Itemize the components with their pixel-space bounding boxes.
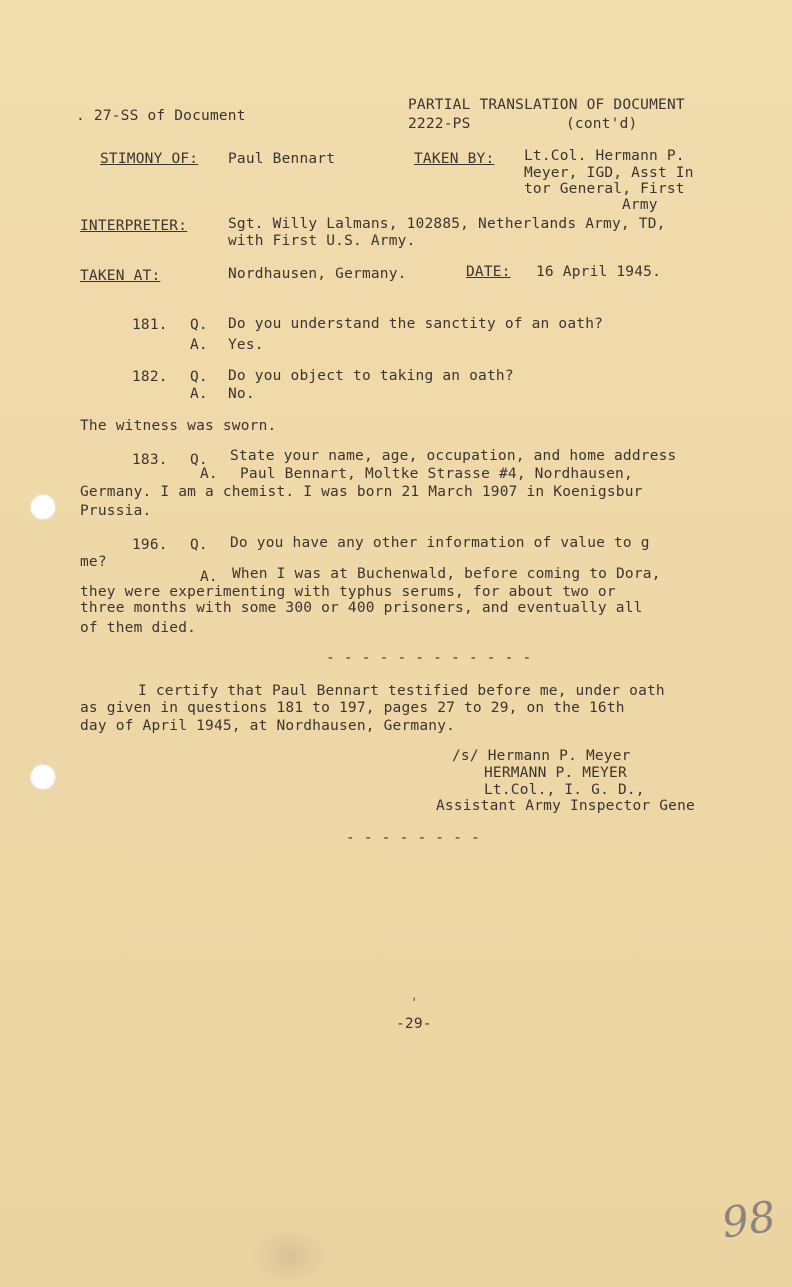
- answer-marker: A.: [200, 466, 218, 482]
- answer-text: they were experimenting with typhus serums, for about two or: [80, 584, 616, 600]
- answer-marker: A.: [190, 386, 208, 402]
- answer-text: three months with some 300 or 400 prisoners, and eventually all: [80, 600, 643, 616]
- sworn-note: The witness was sworn.: [80, 418, 277, 434]
- witness-name: Paul Bennart: [228, 151, 336, 167]
- question-text: Do you object to taking an oath?: [228, 368, 514, 384]
- separator: - - - - - - - -: [346, 830, 480, 846]
- certification-text: as given in questions 181 to 197, pages 27 to 29, on the 16th: [80, 700, 625, 716]
- separator: - - - - - - - - - - - -: [326, 650, 532, 666]
- answer-text: When I was at Buchenwald, before coming to Dora,: [232, 566, 661, 582]
- question-marker: Q.: [190, 369, 208, 385]
- handwritten-folio-number: 98: [718, 1191, 779, 1248]
- taken-by-line: Army: [622, 197, 658, 213]
- taken-by-line: Meyer, IGD, Asst In: [524, 165, 694, 181]
- answer-text: Yes.: [228, 337, 264, 353]
- question-number: 183.: [132, 452, 168, 468]
- question-text: me?: [80, 554, 107, 570]
- question-number: 196.: [132, 537, 168, 553]
- document-number: 2222-PS: [408, 116, 471, 132]
- document-reference: . 27-SS of Document: [76, 108, 246, 124]
- pencil-mark: ʹ: [410, 997, 419, 1013]
- answer-text: Paul Bennart, Moltke Strasse #4, Nordhausen,: [240, 466, 633, 482]
- testimony-label: STIMONY OF:: [100, 151, 199, 167]
- signer-rank: Lt.Col., I. G. D.,: [484, 782, 645, 798]
- continued-note: (cont'd): [566, 116, 638, 132]
- interpreter-line: with First U.S. Army.: [228, 233, 416, 249]
- page-number: -29-: [396, 1016, 432, 1032]
- answer-text: Prussia.: [80, 503, 152, 519]
- answer-text: No.: [228, 386, 255, 402]
- answer-marker: A.: [190, 337, 208, 353]
- question-text: State your name, age, occupation, and home address: [230, 448, 677, 464]
- punch-hole: [30, 494, 56, 520]
- answer-text: of them died.: [80, 620, 197, 636]
- certification-text: day of April 1945, at Nordhausen, Germany.: [80, 718, 456, 734]
- location: Nordhausen, Germany.: [228, 266, 407, 282]
- question-marker: Q.: [190, 452, 208, 468]
- punch-hole: [30, 764, 56, 790]
- answer-marker: A.: [200, 569, 218, 585]
- question-number: 181.: [132, 317, 168, 333]
- question-marker: Q.: [190, 317, 208, 333]
- interpreter-line: Sgt. Willy Lalmans, 102885, Netherlands Army, TD,: [228, 216, 666, 232]
- interpreter-label: INTERPRETER:: [80, 218, 188, 234]
- date-value: 16 April 1945.: [536, 264, 662, 280]
- signer-title: Assistant Army Inspector Gene: [436, 798, 695, 814]
- translation-title: PARTIAL TRANSLATION OF DOCUMENT: [408, 97, 685, 113]
- date-label: DATE:: [466, 264, 511, 280]
- taken-by-label: TAKEN BY:: [414, 151, 495, 167]
- stain: [250, 1225, 330, 1287]
- answer-text: Germany. I am a chemist. I was born 21 March 1907 in Koenigsbur: [80, 484, 643, 500]
- certification-text: I certify that Paul Bennart testified before me, under oath: [138, 683, 665, 699]
- question-text: Do you understand the sanctity of an oath?: [228, 316, 604, 332]
- question-marker: Q.: [190, 537, 208, 553]
- taken-by-line: tor General, First: [524, 181, 685, 197]
- taken-at-label: TAKEN AT:: [80, 268, 161, 284]
- signature-line: /s/ Hermann P. Meyer: [452, 748, 631, 764]
- taken-by-line: Lt.Col. Hermann P.: [524, 148, 685, 164]
- question-text: Do you have any other information of value to g: [230, 535, 650, 551]
- signer-name: HERMANN P. MEYER: [484, 765, 627, 781]
- question-number: 182.: [132, 369, 168, 385]
